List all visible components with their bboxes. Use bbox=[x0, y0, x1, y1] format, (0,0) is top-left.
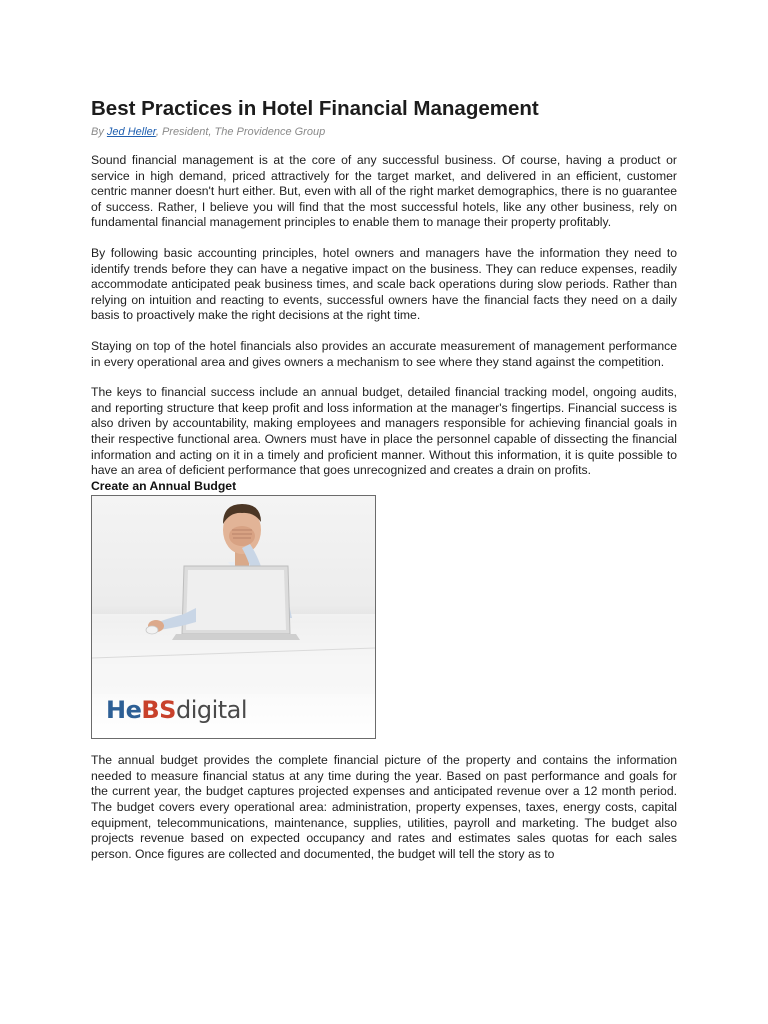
paragraph-intro: Sound financial management is at the core of any successful business. Of course, having a product or service in high demand, priced attractively for the target market, and delivered in an efficient, customer centric manner doesn't hurt either. But, even with all of the right market demographics, there is no guarantee of success. Rather, I believe you will find that the most successful hotels, like any other business, rely on fundamental financial management principles to enable them to manage their property profitably. bbox=[91, 153, 677, 230]
paragraph-keys: The keys to financial success include an annual budget, detailed financial tracking model, ongoing audits, and reporting structure that keep profit and loss information at the manager's fingertips. Financial success is also driven by accountability, making employees and managers responsible for achieving financial goals in their respective functional area. Owners must have in place the personnel capable of dissecting the financial information and acting on it in a timely and proficient manner. Without this information, it is quite possible to have an area of deficient performance that goes unrecognized and creates a drain on profits. bbox=[91, 385, 677, 478]
paragraph-accounting: By following basic accounting principles, hotel owners and managers have the information they need to identify trends before they can have a negative impact on the business. They can reduce expenses, readily accommodate anticipated peak business times, and scale back operations during slow periods. Rather than relying on intuition and reacting to events, successful owners have the financial facts they need on a daily basis to proactively make the right decisions at the right time. bbox=[91, 245, 677, 323]
author-link[interactable]: Jed Heller bbox=[106, 126, 156, 138]
article-title: Best Practices in Hotel Financial Management bbox=[91, 97, 539, 120]
hebs-digital-logo: HeBSdigital bbox=[106, 696, 248, 725]
section-heading-annual-budget: Create an Annual Budget bbox=[91, 478, 237, 493]
article bbox=[91, 96, 677, 862]
byline-prefix: By bbox=[91, 126, 107, 138]
paragraph-annual-budget: The annual budget provides the complete financial picture of the property and contains the information needed to measure financial status at any time during the year. Based on past performance and goals for the current year, the budget captures projected expenses and anticipated revenue over a 12 month period. The budget covers every operational area: administration, property expenses, taxes, energy costs, capital equipment, telecommunications, maintenance, supplies, utilities, payroll and marketing. The budget also projects revenue based on expected occupancy and rates and estimates sales quotas for each sales person. Once figures are collected and documented, the budget will tell the story as to bbox=[91, 753, 677, 861]
article-figure bbox=[91, 495, 376, 739]
paragraph-performance: Staying on top of the hotel financials also provides an accurate measurement of management performance in every operational area and gives owners a mechanism to see where they stand against the competition. bbox=[91, 338, 677, 369]
byline-suffix: , President, The Providence Group bbox=[155, 126, 326, 138]
byline bbox=[91, 125, 677, 139]
